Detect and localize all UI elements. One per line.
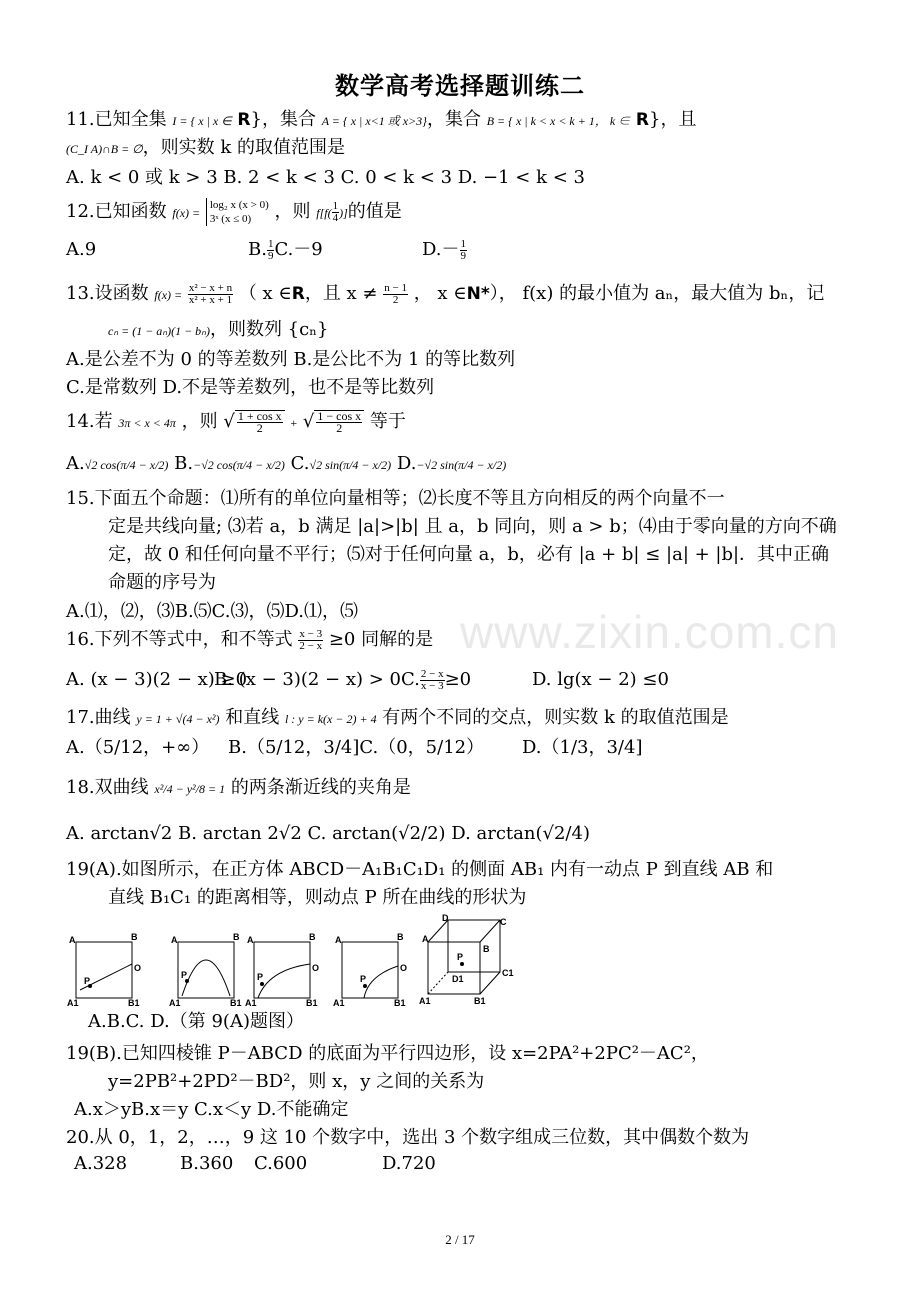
svg-text:B: B	[309, 932, 316, 942]
q19a-options: A.B.C. D.（第 9(A)题图）	[88, 1011, 304, 1032]
svg-text:C1: C1	[502, 968, 514, 978]
q19b-options: A.x＞yB.x＝y C.x＜y D.不能确定	[74, 1099, 349, 1120]
figure-d	[333, 932, 407, 1008]
svg-text:B1: B1	[306, 998, 318, 1008]
q15-line2: 定是共线向量; ⑶若 a，b 满足 |a|>|b| 且 a，b 同向，则 a > b；⑷由于零向量的方向不确	[108, 516, 837, 537]
figure-b	[169, 932, 242, 1008]
q17-line1: 17.曲线 y = 1 + √(4 − x²) 和直线 l : y = k(x − 2) + 4 有两个不同的交点，则实数 k 的取值范围是	[66, 707, 729, 728]
svg-text:A: A	[171, 935, 178, 945]
page-title: 数学高考选择题训练二	[335, 72, 585, 100]
svg-text:B: B	[233, 932, 240, 942]
svg-text:A1: A1	[169, 998, 181, 1008]
svg-text:O: O	[312, 963, 320, 973]
q14-line1: 14.若 3π < x < 4π ，则 √ $\frac{\text{1 + cos x}}{2}$ + √ $\frac{\text{1 − cos x}}{2}$ 等于	[66, 409, 406, 435]
svg-text:A1: A1	[333, 998, 345, 1008]
q19a-line1: 19(A).如图所示，在正方体 ABCD－A₁B₁C₁D₁ 的侧面 AB₁ 内有一动点 P 到直线 AB 和	[66, 859, 774, 880]
svg-text:P: P	[257, 972, 264, 982]
q15-line3: 定，故 0 和任何向量不平行；⑸对于任何向量 a，b，必有 |a + b| ≤ |a| + |b|．其中正确	[108, 544, 830, 565]
svg-text:B: B	[397, 932, 404, 942]
figure-a	[67, 932, 141, 1008]
svg-text:B1: B1	[128, 998, 140, 1008]
svg-text:A1: A1	[67, 998, 79, 1008]
svg-text:P: P	[84, 976, 91, 986]
q11-line1: 11.已知全集 I = { x | x ∈ R}，集合 A = { x | x<1 或 x>3}，集合 B = { x | k < x < k + 1， k ∈ R}，且	[66, 109, 697, 130]
svg-text:D1: D1	[452, 974, 464, 984]
svg-text:O: O	[134, 963, 142, 973]
q17-options: A.（5/12，+∞） B.（5/12，3/4]C.（0，5/12） D.（1/3，3/4]	[66, 737, 643, 758]
svg-text:P: P	[360, 974, 367, 984]
svg-text:A1: A1	[245, 998, 257, 1008]
q19b-line1: 19(B).已知四棱锥 P－ABCD 的底面为平行四边形，设 x=2PA²+2PC²－AC²，	[66, 1043, 709, 1064]
page-number: 2 / 17	[445, 1232, 475, 1247]
svg-text:B1: B1	[394, 998, 406, 1008]
q12-line1: 12.已知函数 f(x) = log₂ x (x > 0) 3ˣ (x ≤ 0) ，则 f[f( $\frac{1}{4}$ )]的值是	[66, 199, 402, 225]
q16-line1: 16.下列不等式中，和不等式 $\frac{x - 3}{2 - x}$ ≥0 同解的是	[66, 627, 434, 652]
q15-options: A.⑴，⑵，⑶B.⑸C.⑶，⑸D.⑴，⑸	[66, 601, 359, 622]
svg-text:P: P	[457, 952, 464, 962]
svg-text:C: C	[500, 917, 507, 927]
figure-cube	[419, 914, 514, 1006]
q11-line2: (C_I A)∩B = ∅，则实数 k 的取值范围是	[66, 137, 346, 158]
q16-options: A. (x − 3)(2 − x) ≥0 B. (x − 3)(2 − x) > 0C. $\frac{2 - x}{x - 3}$ ≥0 D. lg(x − 2) ≤0	[66, 667, 669, 692]
q14-options: A.√2 cos(π/4 − x/2) B.−√2 cos(π/4 − x/2) C.√2 sin(π/4 − x/2) D.−√2 sin(π/4 − x/2)	[66, 453, 507, 474]
q18-line1: 18.双曲线 x²/4 − y²/8 = 1 的两条渐近线的夹角是	[66, 777, 411, 798]
svg-text:B1: B1	[474, 996, 486, 1006]
svg-text:D: D	[442, 914, 449, 923]
svg-text:A: A	[422, 934, 429, 944]
q15-line4: 命题的序号为	[108, 572, 216, 593]
q12-options: A.9 B. $\frac{1}{9}$ C.－9 D.－ $\frac{1}{9}$	[66, 237, 467, 262]
watermark: www.zixin.com.cn	[460, 606, 839, 658]
svg-text:A: A	[69, 935, 76, 945]
q13-line2: cₙ = (1 − aₙ)(1 − bₙ)，则数列 {cₙ}	[108, 319, 329, 340]
q20-options: A.328 B.360 C.600 D.720	[74, 1153, 436, 1174]
svg-text:A: A	[247, 935, 254, 945]
q19a-line2: 直线 B₁C₁ 的距离相等，则动点 P 所在曲线的形状为	[108, 887, 527, 908]
q20-line1: 20.从 0，1，2，…，9 这 10 个数字中，选出 3 个数字组成三位数，其中偶数个数为	[66, 1127, 750, 1148]
svg-text:P: P	[181, 970, 188, 980]
q13-options-cd: C.是常数列 D.不是等差数列，也不是等比数列	[66, 377, 435, 398]
q19b-line2: y=2PB²+2PD²－BD²，则 x，y 之间的关系为	[108, 1071, 485, 1092]
q15-line1: 15.下面五个命题：⑴所有的单位向量相等；⑵长度不等且方向相反的两个向量不一	[66, 488, 725, 509]
svg-text:B: B	[131, 932, 138, 942]
svg-text:O: O	[400, 963, 408, 973]
svg-text:B1: B1	[230, 998, 242, 1008]
q13-line1: 13.设函数 f(x) = $\frac{\text{x² − x + n}}{\text{x² + x + 1}}$ （ x ∈R，且 x ≠ $\frac{n - 1}{2}$ ， x ∈N*）， f(x) 的最小值为 aₙ，最大值为 bₙ，记	[66, 281, 825, 306]
svg-text:A: A	[335, 935, 342, 945]
figure-c	[245, 932, 319, 1008]
svg-text:A1: A1	[419, 996, 431, 1006]
q18-options: A. arctan√2 B. arctan 2√2 C. arctan(√2/2) D. arctan(√2/4)	[66, 823, 590, 844]
svg-text:B: B	[483, 944, 490, 954]
q13-options-ab: A.是公差不为 0 的等差数列 B.是公比不为 1 的等比数列	[66, 349, 516, 370]
q11-options: A. k < 0 或 k > 3 B. 2 < k < 3 C. 0 < k < 3 D. −1 < k < 3	[66, 167, 585, 188]
q19a-figures	[64, 914, 524, 1014]
